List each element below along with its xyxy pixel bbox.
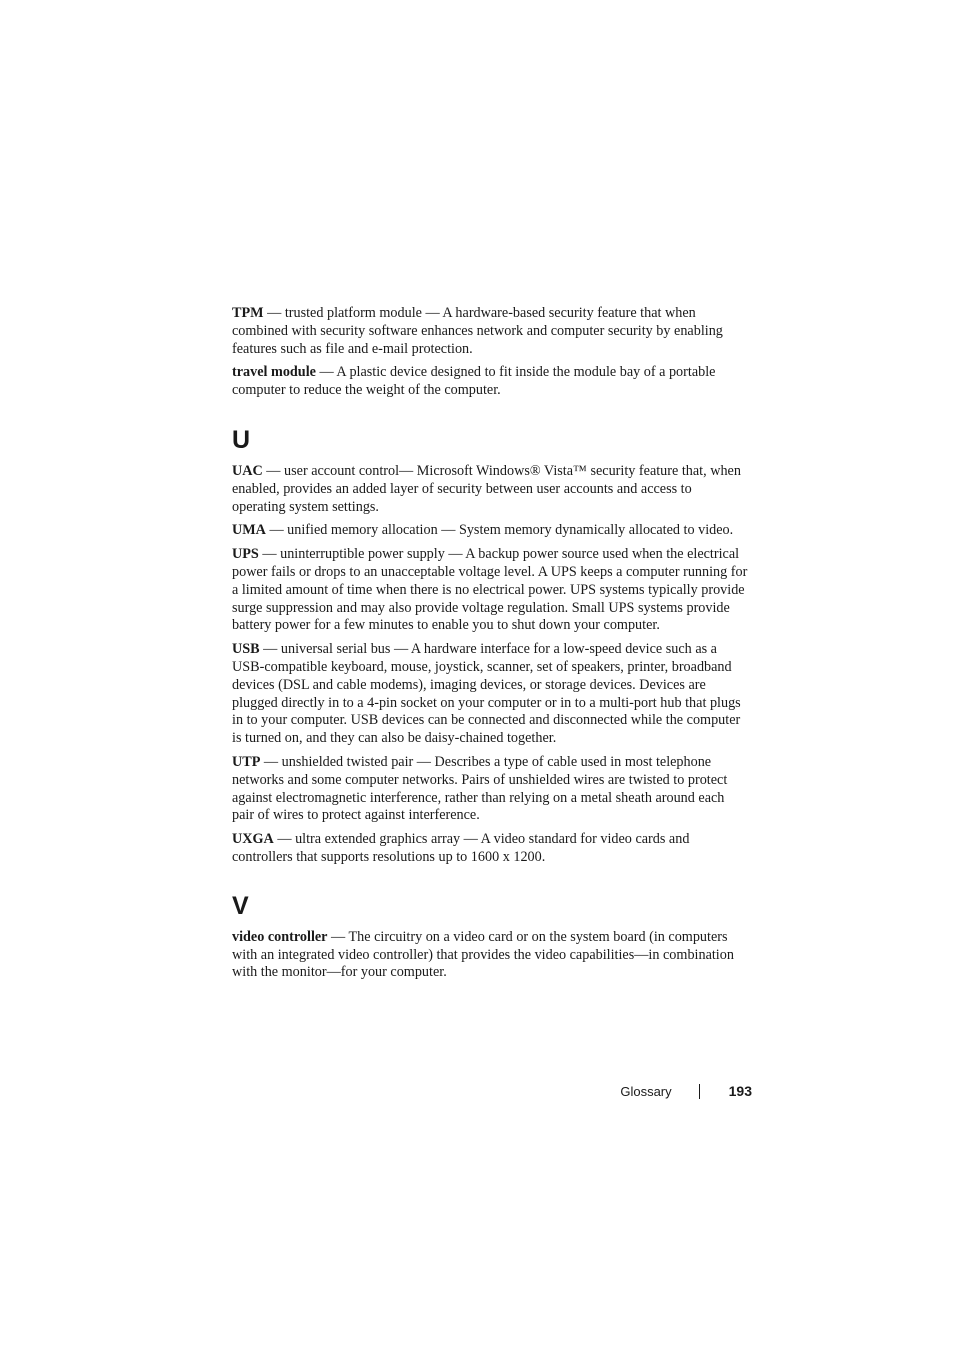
glossary-term: UPS bbox=[232, 546, 259, 563]
glossary-entry-uma bbox=[232, 522, 748, 540]
footer-section-name: Glossary bbox=[620, 1083, 672, 1099]
glossary-definition: — unified memory allocation — System memory dynamically allocated to video. bbox=[265, 522, 734, 539]
glossary-entry-utp bbox=[232, 754, 748, 825]
glossary-entry-uac bbox=[232, 463, 748, 516]
glossary-definition: — trusted platform module — A hardware-based security feature that when combined with security software enhances network and computer security by enabling features such as file and e-mail protection. bbox=[232, 305, 723, 357]
glossary-definition: — unshielded twisted pair — Describes a type of cable used in most telephone networks and some computer networks. Pairs of unshielded wires are twisted to protect against electromagnetic interference, rather than relying on a metal sheath around each pair of wires to protect against interference. bbox=[232, 753, 728, 824]
glossary-definition: — The circuitry on a video card or on the system board (in computers with an integrated video controller) that provides the video capabilities—in combination with the monitor—for your computer. bbox=[232, 928, 734, 981]
glossary-term: UAC bbox=[232, 462, 263, 479]
section-heading-u: U bbox=[232, 425, 251, 454]
section-heading-v: V bbox=[232, 891, 249, 920]
glossary-entry-tpm bbox=[232, 305, 748, 358]
glossary-definition: — A plastic device designed to fit inside the module bay of a portable computer to reduce the weight of the computer. bbox=[232, 364, 716, 399]
glossary-term: UMA bbox=[232, 522, 266, 539]
glossary-definition: — user account control— Microsoft Windows® Vista™ security feature that, when enabled, provides an added layer of security between user accounts and access to operating system settings. bbox=[232, 462, 741, 515]
glossary-entry-ups bbox=[232, 546, 748, 635]
glossary-entry-usb bbox=[232, 641, 748, 748]
glossary-definition: — uninterruptible power supply — A backup power source used when the electrical power fails or drops to an unacceptable voltage level. A UPS keeps a computer running for a limited amount of time when there is no electrical power. UPS systems typically provide surge suppression and may also provide voltage regulation. Small UPS systems provide battery power for a few minutes to enable you to shut down your computer. bbox=[232, 546, 748, 634]
footer-divider bbox=[699, 1084, 700, 1099]
glossary-term: USB bbox=[232, 641, 260, 658]
page-number: 193 bbox=[728, 1083, 752, 1099]
glossary-term: travel module bbox=[232, 364, 316, 381]
glossary-entry-travel-module bbox=[232, 364, 748, 400]
glossary-definition: — ultra extended graphics array — A video standard for video cards and controllers that supports resolutions up to 1600 x 1200. bbox=[232, 831, 690, 865]
page-footer bbox=[620, 1083, 752, 1099]
glossary-entry-video-controller bbox=[232, 929, 748, 982]
glossary-term: UXGA bbox=[232, 831, 274, 848]
glossary-definition: — universal serial bus — A hardware interface for a low-speed device such as a USB-compatible keyboard, mouse, joystick, scanner, set of speakers, printer, broadband devices (DSL and cable modems), imaging devices, or storage devices. Devices are plugged directly in to a 4-pin socket on your computer or in to a multi-port hub that plugs in to your computer. USB devices can be connected and disconnected while the computer is turned on, and they can also be daisy-chained together. bbox=[232, 641, 741, 747]
glossary-term: video controller bbox=[232, 928, 328, 945]
glossary-term: TPM bbox=[232, 305, 264, 321]
glossary-term: UTP bbox=[232, 753, 261, 770]
glossary-content bbox=[232, 305, 748, 988]
glossary-entry-uxga bbox=[232, 831, 748, 867]
